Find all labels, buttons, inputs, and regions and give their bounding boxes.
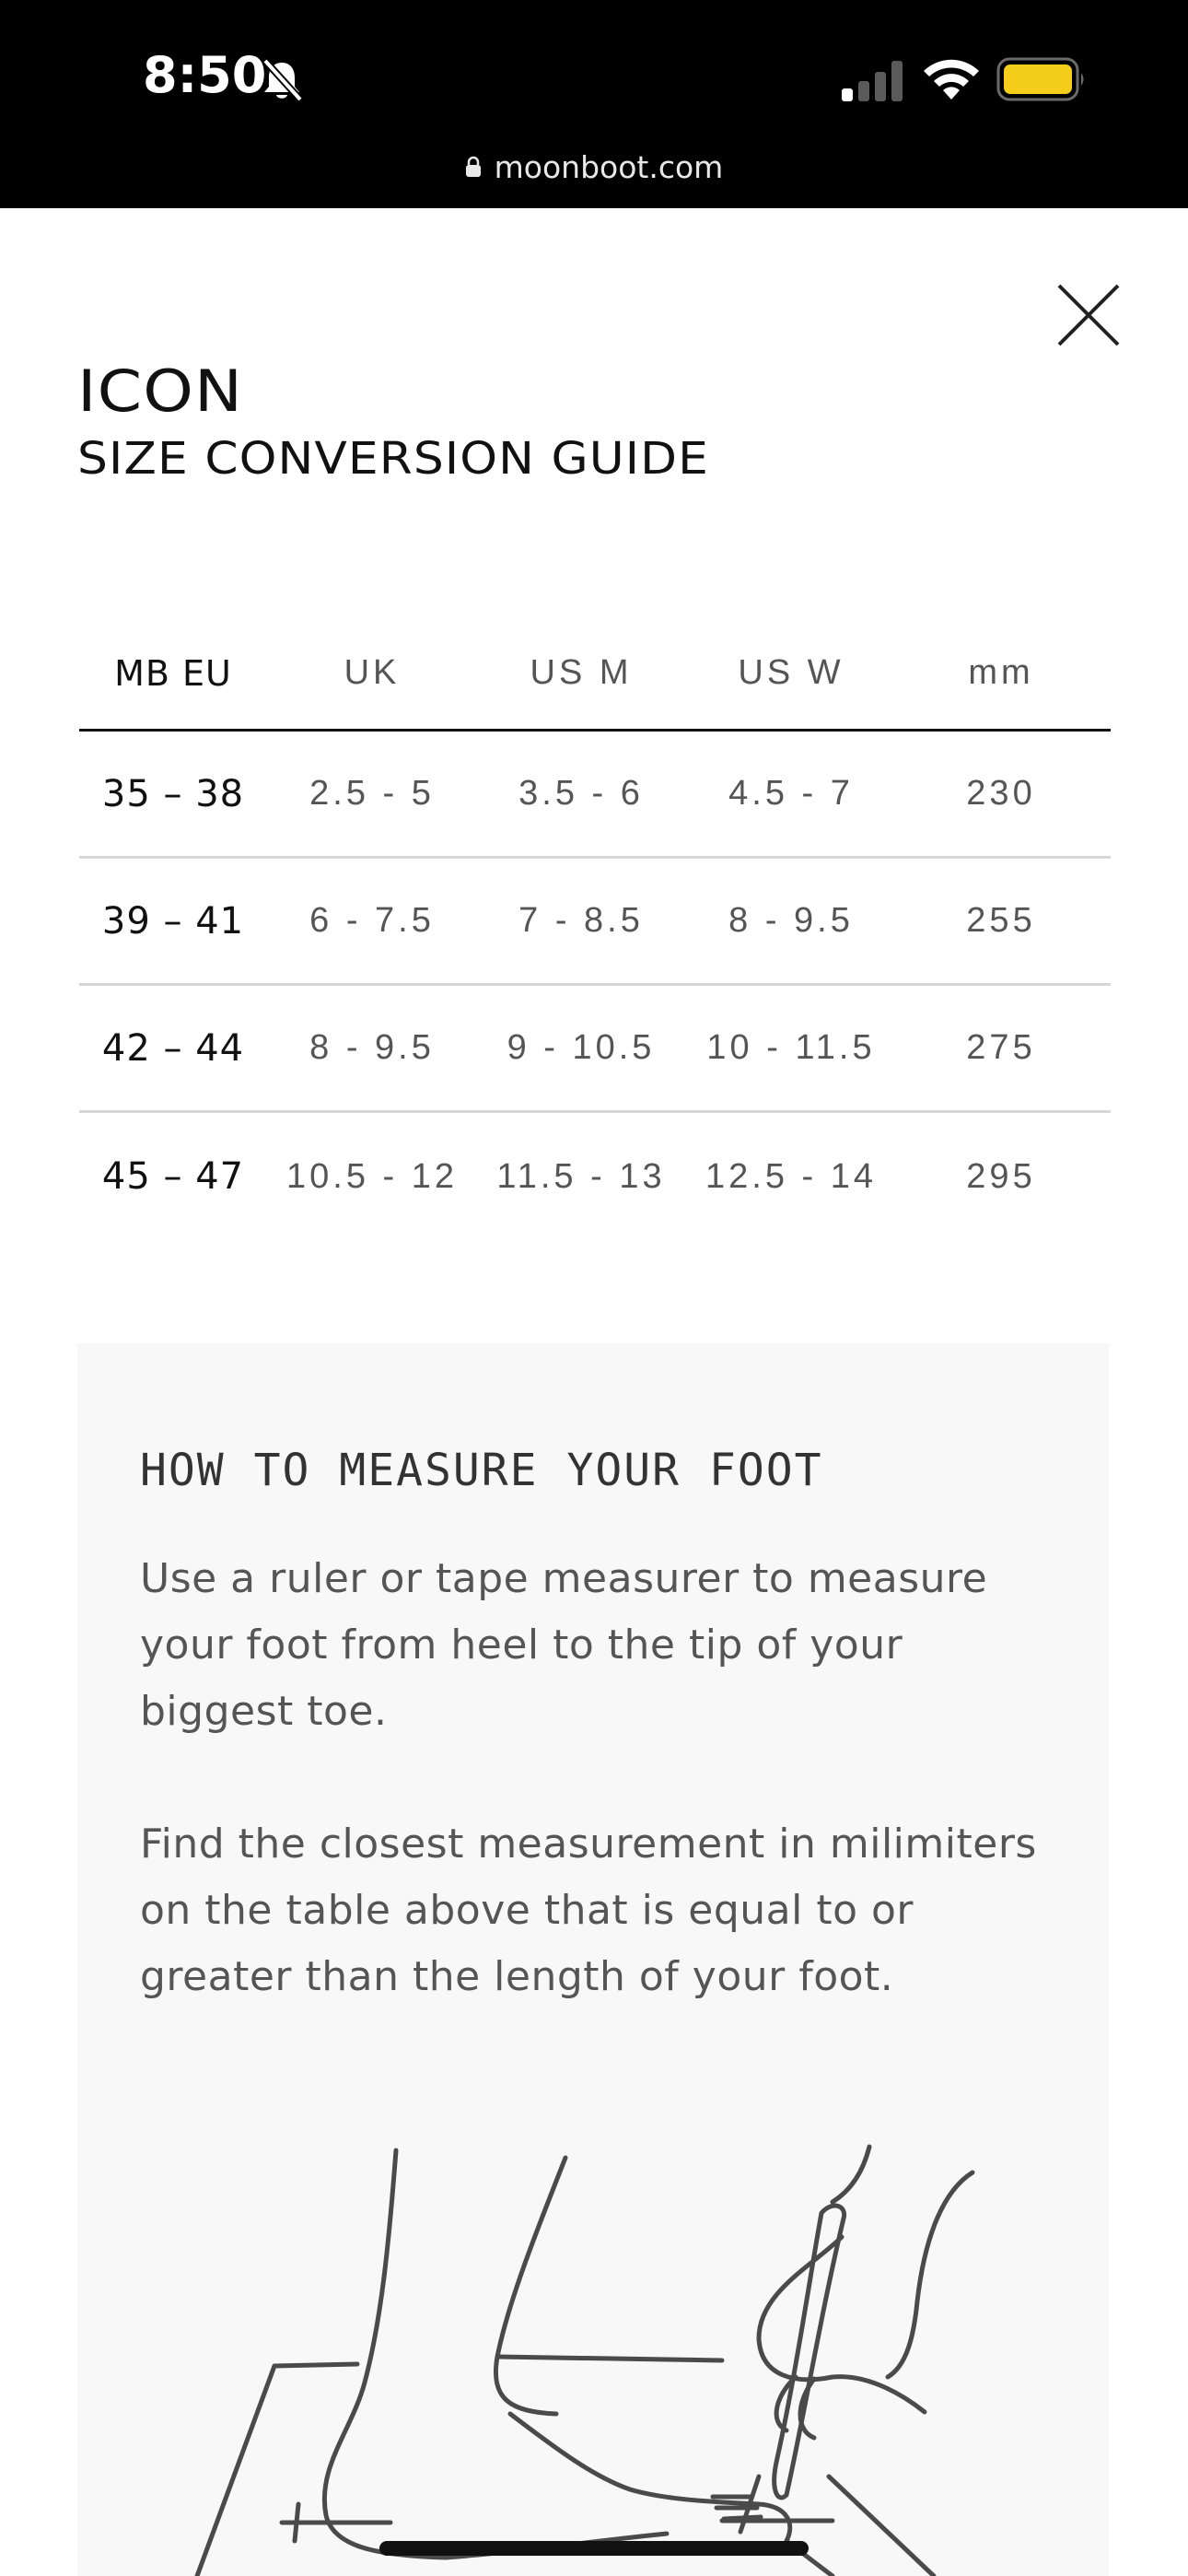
measure-instruction-2: Find the closest measurement in milimiters on the table above that is equal to or greater than the length of your foot. [140, 1821, 1037, 2000]
table-cell: 2.5 - 5 [309, 774, 435, 813]
table-cell: 3.5 - 6 [518, 774, 644, 813]
table-cell: 10.5 - 12 [286, 1156, 458, 1196]
status-bar [0, 0, 1188, 208]
measure-instruction-1: Use a ruler or tape measurer to measure your foot from heel to the tip of your biggest toe. [140, 1555, 988, 1735]
table-row [79, 1113, 1111, 1240]
column-header-mm: mm [968, 653, 1034, 692]
table-row [79, 986, 1111, 1113]
measure-title: HOW TO MEASURE YOUR FOOT [140, 1445, 823, 1496]
status-time: 8:50 [143, 46, 267, 104]
table-row [79, 732, 1111, 859]
table-cell: 10 - 11.5 [706, 1028, 876, 1067]
table-cell: 255 [966, 901, 1036, 940]
foot-measure-illustration [77, 2136, 1109, 2576]
measure-panel [77, 1343, 1109, 2576]
column-header-uk: UK [344, 653, 401, 692]
table-cell: 7 - 8.5 [518, 901, 644, 940]
bell-slash-icon [260, 57, 304, 103]
table-cell: 42 – 44 [101, 1026, 245, 1070]
table-cell: 230 [966, 774, 1036, 813]
url-text: moonboot.com [494, 149, 724, 185]
table-cell: 275 [966, 1028, 1036, 1067]
column-header-mb-eu: MB EU [114, 652, 232, 694]
table-cell: 6 - 7.5 [309, 901, 435, 940]
table-cell: 4.5 - 7 [728, 774, 854, 813]
table-cell: 45 – 47 [101, 1155, 245, 1198]
table-cell: 11.5 - 13 [496, 1156, 666, 1196]
battery-icon [996, 57, 1087, 101]
page-subtitle: SIZE CONVERSION GUIDE [77, 433, 709, 485]
table-row [79, 859, 1111, 986]
size-table [79, 617, 1111, 1240]
lock-icon [465, 156, 482, 178]
table-cell: 39 – 41 [101, 899, 245, 943]
column-header-us-w: US W [738, 653, 844, 692]
table-cell: 8 - 9.5 [309, 1028, 435, 1067]
url-bar[interactable] [0, 147, 1188, 188]
table-cell: 295 [966, 1156, 1036, 1196]
cellular-signal-icon [842, 61, 904, 101]
wifi-icon [921, 55, 982, 101]
page-title: ICON [77, 357, 244, 425]
table-cell: 35 – 38 [101, 772, 245, 815]
column-header-us-m: US M [530, 653, 633, 692]
home-indicator[interactable] [379, 2541, 809, 2556]
table-cell: 12.5 - 14 [705, 1156, 877, 1196]
table-cell: 8 - 9.5 [728, 901, 854, 940]
close-icon[interactable] [1050, 276, 1124, 350]
table-header-row [79, 617, 1111, 732]
table-cell: 9 - 10.5 [507, 1028, 656, 1067]
